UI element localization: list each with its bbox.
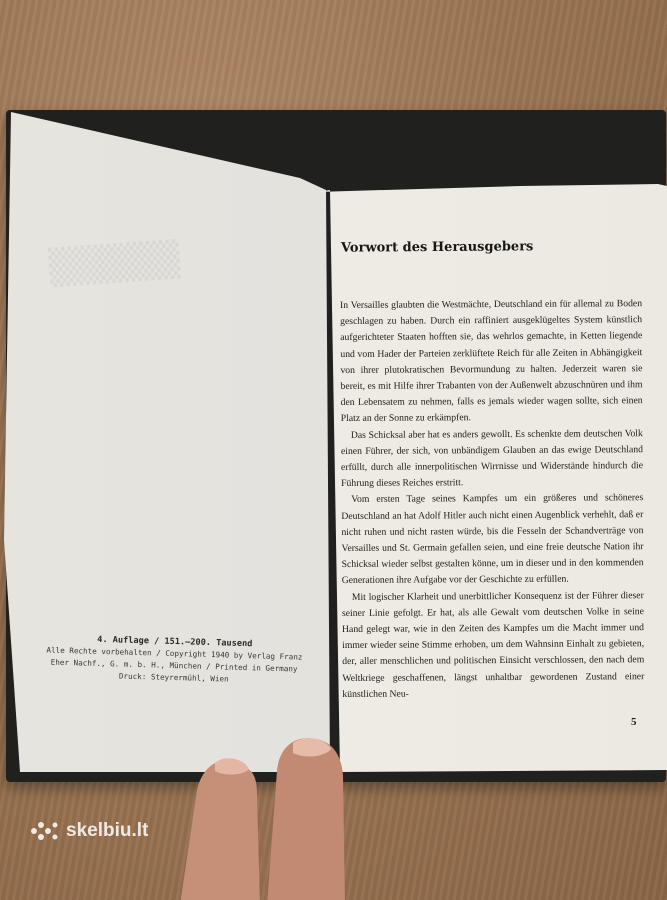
paragraph: Mit logischer Klarheit und unerbittlicher Konsequenz ist der Führer dieser seiner Linie gefolgt. Er hat, als alle Gewalt vom deutschen Volke in seine Hand gelegt war, wie in den Zeiten des Kampfes um die Macht immer und immer wieder seine Stimme erhoben, um dem Wahnsinn Einhalt zu gebieten, der, aller menschlichen und politischen Einsicht verschlossen, den nach dem Weltkriege geschaffenen, längst unhaltbar gewordenen Zustand einer künstlichen Neu-: [341, 589, 645, 700]
dots-logo-icon: [30, 821, 60, 841]
body-text: [340, 296, 644, 703]
imprint-line: Eher Nachf., G. m. b. H., München / Printed in Germany: [50, 657, 298, 674]
page-heading: Vorwort des Herausgebers: [340, 239, 534, 256]
page-number: 5: [631, 716, 637, 728]
imprint-block: [29, 632, 320, 688]
paragraph: In Versailles glaubten die Westmächte, Deutschland ein für allemal zu Boden geschlagen zu haben. Durch ein raffiniert ausgeklügeltes System künstlich aufgerichteter Staaten hofften sie, das wehrlos gemachte, in Ketten liegende und vom Hader der Parteien zerklüftete Reich für alle Zeiten in Abhängigkeit von ihrer plutokratischen Bevormundung zu halten. Jederzeit waren sie bereit, es mit Hilfe ihrer Trabanten von der Außenwelt abzuschnüren und ihm den Lebensatem zu nehmen, falls es jemals wieder wagen sollte, sich einen Platz an der Sonne zu erkämpfen.: [340, 298, 643, 425]
hand-fingers: [175, 735, 365, 900]
imprint-line: Druck: Steyrermühl, Wien: [118, 671, 229, 684]
imprint-line: Alle Rechte vorbehalten / Copyright 1940 by Verlag Franz: [46, 645, 303, 662]
edition-line: 4. Auflage / 151.–200. Tausend: [97, 634, 253, 650]
paragraph: Das Schicksal aber hat es anders gewollt. Es schenkte dem deutschen Volk einen Führer, der sich, von unbändigem Glauben an das ewige Deutschland erfüllt, durch alle innerpolitischen Wirrnisse und Widerstände hindurch die Führung dieses Reiches erstritt.: [340, 427, 644, 490]
watermark: [30, 820, 148, 842]
show-through-title: ▒▒▒▒▒: [47, 239, 182, 289]
paragraph: Vom ersten Tage seines Kampfes um ein größeres und schöneres Deutschland an hat Adolf Hitler auch nicht einen Augenblick verhehlt, daß er nicht ruhen und nicht rasten würde, bis die Fesseln der Schandverträge von Versailles und St. Germain gefallen seien, und eine freie deutsche Nation ihr Schicksal wieder selbst gestalten könne, um in dieser und in den kommenden Generationen ihre Aufgabe vor der Geschichte zu erfüllen.: [341, 492, 644, 587]
watermark-text: skelbiu.lt: [66, 820, 149, 841]
